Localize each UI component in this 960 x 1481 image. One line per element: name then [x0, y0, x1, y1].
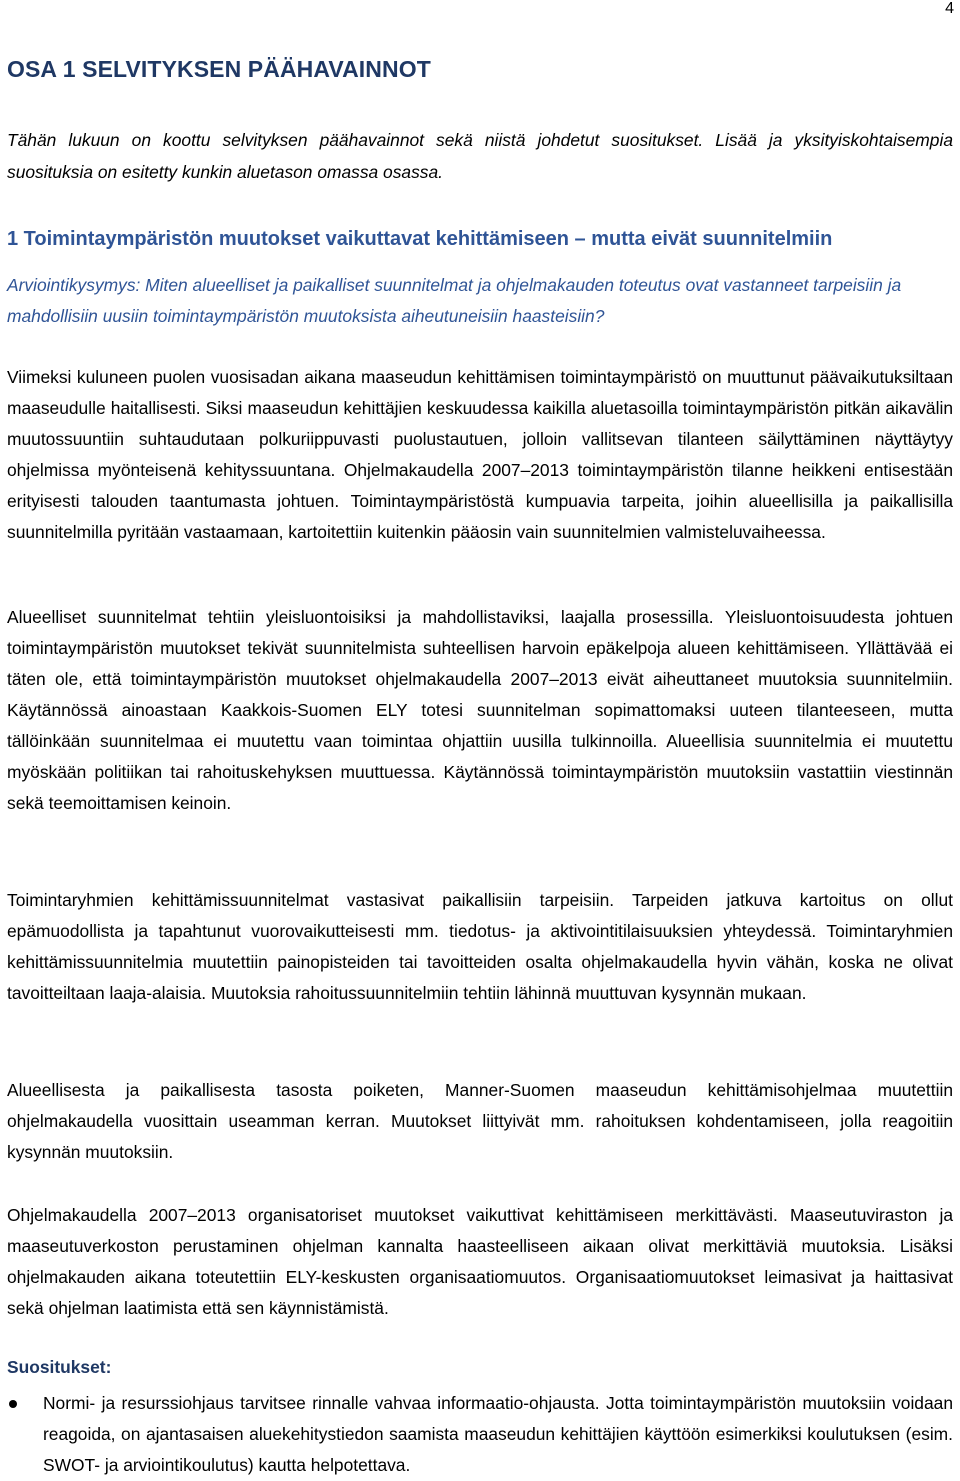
evaluation-question: Arviointikysymys: Miten alueelliset ja paikalliset suunnitelmat ja ohjelmakauden toteutus ovat vastanneet tarpeisiin ja mahdollisiin uusiin toimintaympäristön muutoksista aiheutuneisiin haasteisiin?	[7, 275, 902, 326]
recommendation-text: Normi- ja resurssiohjaus tarvitsee rinnalle vahvaa informaatio-ohjausta. Jotta toimintaympäristön muutoksiin voidaan reagoida, on ajantasaisen aluekehitystiedon saamista maaseudun kehittäjien käyttöön esimerkiksi koulutuksen (esim. SWOT- ja arviointikoulutus) kautta helpotettava.	[43, 1393, 953, 1475]
recommendations-list	[7, 1388, 953, 1481]
section-title: OSA 1 SELVITYKSEN PÄÄHAVAINNOT	[7, 56, 431, 82]
bullet-icon	[9, 1400, 17, 1408]
recommendation-item	[7, 1388, 953, 1481]
chapter-heading: 1 Toimintaympäristön muutokset vaikuttavat kehittämiseen – mutta eivät suunnitelmiin	[7, 228, 833, 250]
body-paragraph-4: Alueellisesta ja paikallisesta tasosta poiketen, Manner-Suomen maaseudun kehittämisohjelmaa muutettiin ohjelmakaudella vuosittain useamman kerran. Muutokset liittyivät mm. rahoituksen kohdentamiseen, jolla reagoitiin kysynnän muutoksiin.	[7, 1080, 953, 1162]
recommendations-heading: Suositukset:	[7, 1357, 112, 1377]
section-intro: Tähän lukuun on koottu selvityksen päähavainnot sekä niistä johdetut suositukset. Lisää ja yksityiskohtaisempia suosituksia on esitetty kunkin aluetason omassa osassa.	[7, 130, 953, 182]
body-paragraph-2: Alueelliset suunnitelmat tehtiin yleisluontoisiksi ja mahdollistaviksi, laajalla prosessilla. Yleisluontoisuudesta johtuen toimintaympäristön muutokset tekivät suunnitelmista suhteellisen harvoin epäkelpoja alueen kehittämiseen. Yllättävää ei täten ole, että toimintaympäristön muutokset ohjelmakaudella 2007–2013 eivät aiheuttaneet muutoksia suunnitelmiin. Käytännössä ainoastaan Kaakkois-Suomen ELY totesi suunnitelman sopimattomaksi uuteen tilanteeseen, mutta tällöinkään suunnitelmaa ei muutettu vaan toimintaa ohjattiin uusilla tulkinnoilla. Alueellisia suunnitelmia ei muutettu myöskään politiikan tai rahoituskehyksen muuttuessa. Käytännössä toimintaympäristön muutoksiin vastattiin viestinnän sekä teemoittamisen keinoin.	[7, 607, 953, 813]
body-paragraph-5: Ohjelmakaudella 2007–2013 organisatoriset muutokset vaikuttivat kehittämiseen merkittävästi. Maaseutuviraston ja maaseutuverkoston perustaminen ohjelman kannalta haasteelliseen aikaan olivat merkittäviä muutoksia. Lisäksi ohjelmakauden aikana toteutettiin ELY-keskusten organisaatiomuutos. Organisaatiomuutokset leimasivat ja haittasivat sekä ohjelman laatimista että sen käynnistämistä.	[7, 1205, 953, 1318]
body-paragraph-3: Toimintaryhmien kehittämissuunnitelmat vastasivat paikallisiin tarpeisiin. Tarpeiden jatkuva kartoitus on ollut epämuodollista ja tapahtunut vuorovaikutteisesti mm. tiedotus- ja aktivointitilaisuuksien yhteydessä. Toimintaryhmien kehittämissuunnitelmia muutettiin painopisteiden tai tavoitteiden osalta ohjelmakaudella hyvin vähän, koska ne olivat tavoitteiltaan laaja-alaisia. Muutoksia rahoitussuunnitelmiin tehtiin lähinnä muuttuvan kysynnän mukaan.	[7, 890, 953, 1003]
body-paragraph-1: Viimeksi kuluneen puolen vuosisadan aikana maaseudun kehittämisen toimintaympäristö on muuttunut päävaikutuksiltaan maaseudulle haitallisesti. Siksi maaseudun kehittäjien keskuudessa kaikilla aluetasoilla toimintaympäristön pitkän aikavälin muutossuuntiin suhtaudutaan polkuriippuvasti puolustautuen, jolloin vallitsevan tilanteen säilyttäminen näyttäytyy ohjelmissa myönteisenä kehityssuuntana. Ohjelmakaudella 2007–2013 toimintaympäristön tilanne heikkeni entisestään erityisesti talouden taantumasta johtuen. Toimintaympäristöstä kumpuavia tarpeita, joihin alueellisilla ja paikallisilla suunnitelmilla pyritään vastaamaan, kartoitettiin kuitenkin pääosin vain suunnitelmien valmisteluvaiheessa.	[7, 367, 953, 542]
page-number: 4	[945, 0, 954, 17]
